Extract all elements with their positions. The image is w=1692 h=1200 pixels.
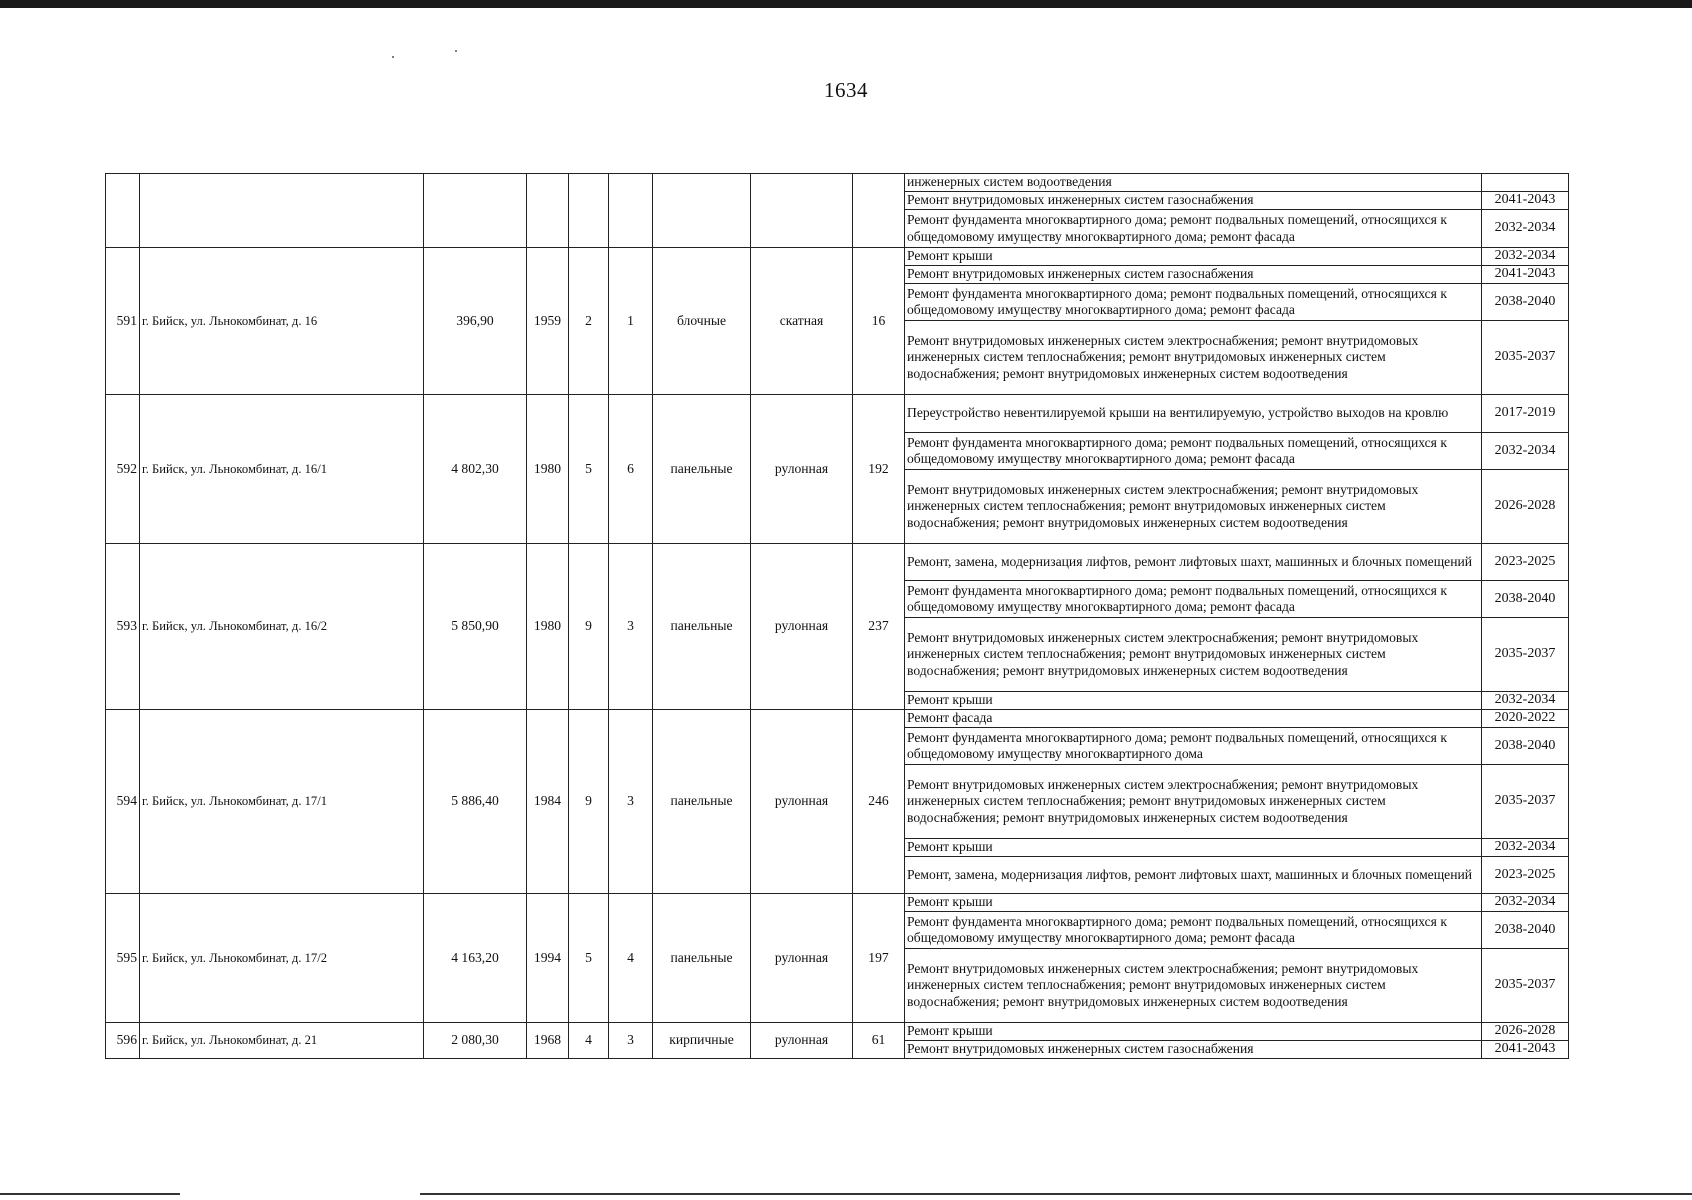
roof-type-cell: рулонная bbox=[751, 710, 853, 894]
housing-repair-table bbox=[105, 173, 1569, 1059]
year-cell: 1984 bbox=[527, 710, 569, 894]
scan-bottom-line bbox=[420, 1193, 1692, 1195]
roof-type-cell: скатная bbox=[751, 248, 853, 395]
work-type-cell: Ремонт фундамента многоквартирного дома; ремонт подвальных помещений, относящихся к общедомовому имуществу многоквартирного дома; ремонт фасада bbox=[905, 433, 1482, 470]
scan-speck bbox=[392, 56, 394, 58]
entrances-cell: 3 bbox=[609, 1023, 653, 1059]
area-cell bbox=[424, 174, 527, 248]
wall-material-cell: панельные bbox=[653, 395, 751, 544]
work-type-cell: Ремонт крыши bbox=[905, 692, 1482, 710]
row-number bbox=[106, 174, 140, 248]
work-period-cell: 2032-2034 bbox=[1482, 210, 1569, 248]
entrances-cell: 6 bbox=[609, 395, 653, 544]
page-number: 1634 bbox=[824, 78, 868, 102]
area-cell: 396,90 bbox=[424, 248, 527, 395]
entrances-cell bbox=[609, 174, 653, 248]
row-number: 592 bbox=[106, 395, 140, 544]
work-type-cell: Ремонт внутридомовых инженерных систем газоснабжения bbox=[905, 266, 1482, 284]
address-cell: г. Бийск, ул. Льнокомбинат, д. 17/1 bbox=[140, 710, 424, 894]
entrances-cell: 3 bbox=[609, 710, 653, 894]
work-type-cell: Ремонт фасада bbox=[905, 710, 1482, 728]
year-cell bbox=[527, 174, 569, 248]
work-type-cell: Переустройство невентилируемой крыши на вентилируемую, устройство выходов на кровлю bbox=[905, 395, 1482, 433]
residents-cell: 197 bbox=[853, 894, 905, 1023]
work-period-cell: 2035-2037 bbox=[1482, 618, 1569, 692]
work-period-cell: 2020-2022 bbox=[1482, 710, 1569, 728]
floors-cell: 4 bbox=[569, 1023, 609, 1059]
entrances-cell: 1 bbox=[609, 248, 653, 395]
work-period-cell: 2035-2037 bbox=[1482, 949, 1569, 1023]
entrances-cell: 4 bbox=[609, 894, 653, 1023]
residents-cell bbox=[853, 174, 905, 248]
work-period-cell: 2038-2040 bbox=[1482, 912, 1569, 949]
work-period-cell: 2041-2043 bbox=[1482, 1041, 1569, 1059]
work-period-cell: 2026-2028 bbox=[1482, 470, 1569, 544]
residents-cell: 61 bbox=[853, 1023, 905, 1059]
residents-cell: 246 bbox=[853, 710, 905, 894]
wall-material-cell: панельные bbox=[653, 544, 751, 710]
table-row bbox=[106, 894, 1569, 912]
year-cell: 1959 bbox=[527, 248, 569, 395]
work-type-cell: Ремонт фундамента многоквартирного дома; ремонт подвальных помещений, относящихся к общедомовому имуществу многоквартирного дома; ремонт фасада bbox=[905, 284, 1482, 321]
work-period-cell: 2032-2034 bbox=[1482, 839, 1569, 857]
area-cell: 4 802,30 bbox=[424, 395, 527, 544]
floors-cell: 9 bbox=[569, 544, 609, 710]
work-period-cell: 2041-2043 bbox=[1482, 266, 1569, 284]
work-type-cell: Ремонт, замена, модернизация лифтов, ремонт лифтовых шахт, машинных и блочных помещений bbox=[905, 544, 1482, 581]
work-type-cell: Ремонт внутридомовых инженерных систем электроснабжения; ремонт внутридомовых инженерных систем теплоснабжения; ремонт внутридомовых инженерных систем водоснабжения; ремонт внутридомовых инженерных систем водоотведения bbox=[905, 321, 1482, 395]
table-body bbox=[106, 174, 1569, 1059]
row-number: 595 bbox=[106, 894, 140, 1023]
work-type-cell: Ремонт внутридомовых инженерных систем газоснабжения bbox=[905, 1041, 1482, 1059]
work-type-cell: Ремонт внутридомовых инженерных систем электроснабжения; ремонт внутридомовых инженерных систем теплоснабжения; ремонт внутридомовых инженерных систем водоснабжения; ремонт внутридомовых инженерных систем водоотведения bbox=[905, 618, 1482, 692]
scan-bottom-line bbox=[0, 1193, 180, 1195]
work-period-cell bbox=[1482, 174, 1569, 192]
work-period-cell: 2035-2037 bbox=[1482, 765, 1569, 839]
work-period-cell: 2035-2037 bbox=[1482, 321, 1569, 395]
work-type-cell: Ремонт внутридомовых инженерных систем электроснабжения; ремонт внутридомовых инженерных систем теплоснабжения; ремонт внутридомовых инженерных систем водоснабжения; ремонт внутридомовых инженерных систем водоотведения bbox=[905, 949, 1482, 1023]
work-type-cell: Ремонт, замена, модернизация лифтов, ремонт лифтовых шахт, машинных и блочных помещений bbox=[905, 857, 1482, 894]
work-period-cell: 2038-2040 bbox=[1482, 581, 1569, 618]
floors-cell bbox=[569, 174, 609, 248]
work-type-cell: Ремонт крыши bbox=[905, 1023, 1482, 1041]
residents-cell: 192 bbox=[853, 395, 905, 544]
work-type-cell: Ремонт фундамента многоквартирного дома; ремонт подвальных помещений, относящихся к общедомовому имуществу многоквартирного дома; ремонт фасада bbox=[905, 912, 1482, 949]
work-period-cell: 2023-2025 bbox=[1482, 544, 1569, 581]
work-type-cell: Ремонт внутридомовых инженерных систем газоснабжения bbox=[905, 192, 1482, 210]
address-cell: г. Бийск, ул. Льнокомбинат, д. 16/1 bbox=[140, 395, 424, 544]
work-type-cell: Ремонт внутридомовых инженерных систем электроснабжения; ремонт внутридомовых инженерных систем теплоснабжения; ремонт внутридомовых инженерных систем водоснабжения; ремонт внутридомовых инженерных систем водоотведения bbox=[905, 470, 1482, 544]
work-period-cell: 2041-2043 bbox=[1482, 192, 1569, 210]
work-type-cell: Ремонт крыши bbox=[905, 894, 1482, 912]
work-type-cell: Ремонт фундамента многоквартирного дома; ремонт подвальных помещений, относящихся к общедомовому имуществу многоквартирного дома; ремонт фасада bbox=[905, 581, 1482, 618]
area-cell: 5 886,40 bbox=[424, 710, 527, 894]
work-period-cell: 2032-2034 bbox=[1482, 692, 1569, 710]
address-cell: г. Бийск, ул. Льнокомбинат, д. 16 bbox=[140, 248, 424, 395]
address-cell: г. Бийск, ул. Льнокомбинат, д. 21 bbox=[140, 1023, 424, 1059]
year-cell: 1980 bbox=[527, 544, 569, 710]
floors-cell: 5 bbox=[569, 395, 609, 544]
roof-type-cell: рулонная bbox=[751, 395, 853, 544]
wall-material-cell: кирпичные bbox=[653, 1023, 751, 1059]
wall-material-cell: блочные bbox=[653, 248, 751, 395]
roof-type-cell: рулонная bbox=[751, 1023, 853, 1059]
address-cell bbox=[140, 174, 424, 248]
work-period-cell: 2038-2040 bbox=[1482, 284, 1569, 321]
work-period-cell: 2032-2034 bbox=[1482, 248, 1569, 266]
floors-cell: 2 bbox=[569, 248, 609, 395]
roof-type-cell: рулонная bbox=[751, 544, 853, 710]
table-row bbox=[106, 395, 1569, 433]
work-period-cell: 2032-2034 bbox=[1482, 433, 1569, 470]
work-period-cell: 2038-2040 bbox=[1482, 728, 1569, 765]
wall-material-cell: панельные bbox=[653, 894, 751, 1023]
row-number: 591 bbox=[106, 248, 140, 395]
work-period-cell: 2023-2025 bbox=[1482, 857, 1569, 894]
residents-cell: 237 bbox=[853, 544, 905, 710]
row-number: 596 bbox=[106, 1023, 140, 1059]
address-cell: г. Бийск, ул. Льнокомбинат, д. 17/2 bbox=[140, 894, 424, 1023]
address-cell: г. Бийск, ул. Льнокомбинат, д. 16/2 bbox=[140, 544, 424, 710]
floors-cell: 5 bbox=[569, 894, 609, 1023]
work-period-cell: 2017-2019 bbox=[1482, 395, 1569, 433]
table-row bbox=[106, 544, 1569, 581]
row-number: 594 bbox=[106, 710, 140, 894]
table-row bbox=[106, 1023, 1569, 1041]
wall-material-cell bbox=[653, 174, 751, 248]
residents-cell: 16 bbox=[853, 248, 905, 395]
area-cell: 2 080,30 bbox=[424, 1023, 527, 1059]
area-cell: 4 163,20 bbox=[424, 894, 527, 1023]
year-cell: 1980 bbox=[527, 395, 569, 544]
scan-top-border bbox=[0, 0, 1692, 8]
roof-type-cell bbox=[751, 174, 853, 248]
work-type-cell: Ремонт фундамента многоквартирного дома; ремонт подвальных помещений, относящихся к общедомовому имуществу многоквартирного дома bbox=[905, 728, 1482, 765]
work-type-cell: Ремонт крыши bbox=[905, 248, 1482, 266]
work-period-cell: 2026-2028 bbox=[1482, 1023, 1569, 1041]
floors-cell: 9 bbox=[569, 710, 609, 894]
roof-type-cell: рулонная bbox=[751, 894, 853, 1023]
scan-speck bbox=[455, 50, 457, 52]
work-type-cell: Ремонт крыши bbox=[905, 839, 1482, 857]
work-period-cell: 2032-2034 bbox=[1482, 894, 1569, 912]
wall-material-cell: панельные bbox=[653, 710, 751, 894]
work-type-cell: Ремонт фундамента многоквартирного дома; ремонт подвальных помещений, относящихся к общедомовому имуществу многоквартирного дома; ремонт фасада bbox=[905, 210, 1482, 248]
row-number: 593 bbox=[106, 544, 140, 710]
table-row bbox=[106, 248, 1569, 266]
area-cell: 5 850,90 bbox=[424, 544, 527, 710]
year-cell: 1994 bbox=[527, 894, 569, 1023]
work-type-cell: Ремонт внутридомовых инженерных систем электроснабжения; ремонт внутридомовых инженерных систем теплоснабжения; ремонт внутридомовых инженерных систем водоснабжения; ремонт внутридомовых инженерных систем водоотведения bbox=[905, 765, 1482, 839]
table-row bbox=[106, 710, 1569, 728]
year-cell: 1968 bbox=[527, 1023, 569, 1059]
work-type-cell: инженерных систем водоотведения bbox=[905, 174, 1482, 192]
table-row bbox=[106, 174, 1569, 192]
entrances-cell: 3 bbox=[609, 544, 653, 710]
